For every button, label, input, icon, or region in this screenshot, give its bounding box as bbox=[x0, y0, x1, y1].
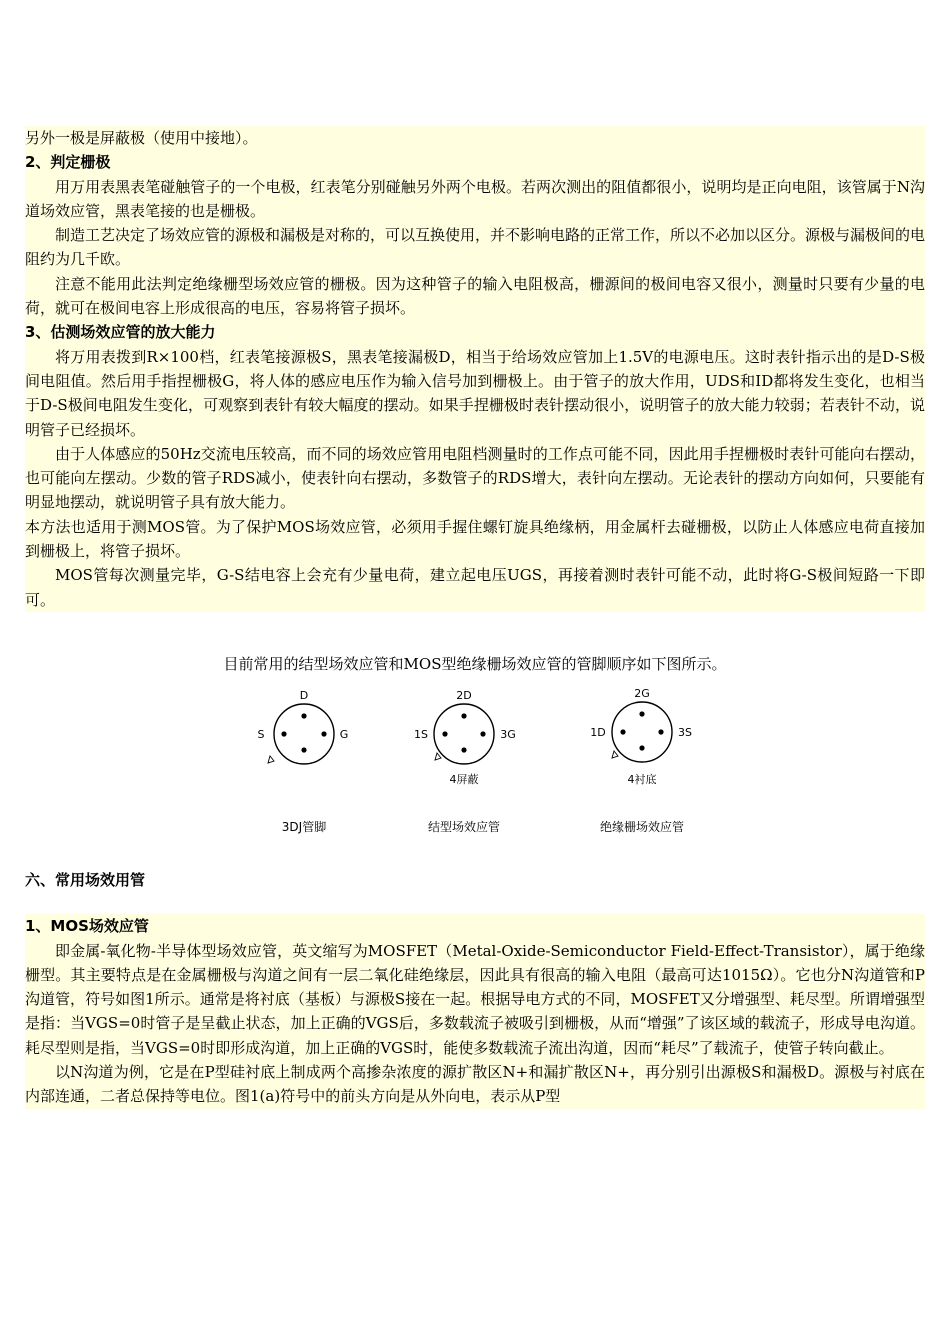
heading-common-fets: 六、常用场效用管 bbox=[25, 870, 146, 889]
diagram-title: 绝缘栅场效应管 bbox=[599, 819, 685, 834]
pin-label: 2D bbox=[456, 688, 472, 702]
figure-caption: 目前常用的结型场效应管和MOS型绝缘栅场效应管的管脚顺序如下图所示。 bbox=[223, 654, 727, 673]
pinout-3dj bbox=[258, 689, 349, 834]
paragraph: MOS管每次测量完毕，G-S结电容上会充有少量电荷，建立起电压UGS，再接着测时表针可能不动，此时将G-S极间短路一下即可。 bbox=[25, 566, 925, 609]
pin-label: S bbox=[257, 727, 265, 741]
pin-label: 1D bbox=[590, 725, 606, 739]
paragraph: 制造工艺决定了场效应管的源极和漏极是对称的，可以互换使用，并不影响电路的正常工作，所以不必加以区分。源极与漏极间的电阻约为几千欧。 bbox=[25, 226, 926, 269]
heading-mosfet: 1、MOS场效应管 bbox=[25, 917, 149, 936]
pin-label: 4衬底 bbox=[627, 772, 657, 786]
paragraph: 本方法也适用于测MOS管。为了保护MOS场效应管，必须用手握住螺钉旋具绝缘柄，用金属杆去碰栅极，以防止人体感应电荷直接加到栅极上，将管子损坏。 bbox=[25, 517, 925, 561]
paragraph: 由于人体感应的50Hz交流电压较高，而不同的场效应管用电阻档测量时的工作点可能不同，因此用手捏栅极时表针可能向右摆动，也可能向左摆动。少数的管子RDS减小，使表针向右摆动，多数管子的RDS增大，表针向左摆动。无论表针的摆动方向如何，只要能有明显地摆动，就说明管子具有放大能力。 bbox=[25, 444, 925, 512]
paragraph: 即金属-氧化物-半导体型场效应管，英文缩写为MOSFET（Metal-Oxide-Semiconductor Field-Effect-Transistor），属于绝缘栅型。其主要特点是在金属栅极与沟道之间有一层二氧化硅绝缘层，因此具有很高的输入电阻（最高可达1015Ω）。它也分N沟道管和P沟道管，符号如图1所示。通常是将衬底（基板）与源极S接在一起。根据导电方式的不同，MOSFET又分增强型、耗尽型。所谓增强型是指：当VGS=0时管子是呈截止状态，加上正确的VGS后，多数载流子被吸引到栅极，从而“增强”了该区域的载流子，形成导电沟道。耗尽型则是指，当VGS=0时即形成沟道，加上正确的VGS时，能使多数载流子流出沟道，因而“耗尽”了载流子，使管子转向截止。 bbox=[25, 941, 925, 1057]
paragraph: 将万用表拨到R×100档，红表笔接源极S，黑表笔接漏极D，相当于给场效应管加上1.5V的电源电压。这时表针指示出的是D-S极间电阻值。然后用手指捏栅极G，将人体的感应电压作为输入信号加到栅极上。由于管子的放大作用，UDS和ID都将发生变化，也相当于D-S极间电阻发生变化，可观察到表针有较大幅度的摆动。如果手捏栅极时表针摆动很小，说明管子的放大能力较弱；若表针不动，说明管子已经损坏。 bbox=[25, 347, 925, 439]
heading-amplification: 3、估测场效应管的放大能力 bbox=[25, 323, 216, 342]
pinout-mosfet bbox=[590, 687, 692, 834]
pin-label: D bbox=[299, 688, 309, 702]
pin-label: 2G bbox=[634, 686, 650, 700]
text-block-top bbox=[25, 126, 925, 612]
pinout-jfet bbox=[414, 689, 516, 834]
paragraph: 注意不能用此法判定绝缘栅型场效应管的栅极。因为这种管子的输入电阻极高，栅源间的极间电容又很小，测量时只要有少量的电荷，就可在极间电容上形成很高的电压，容易将管子损坏。 bbox=[25, 274, 925, 318]
pinout-diagram bbox=[234, 682, 716, 846]
pin-label: G bbox=[339, 727, 349, 741]
text-block-bottom bbox=[25, 914, 925, 1108]
paragraph: 以N沟道为例，它是在P型硅衬底上制成两个高掺杂浓度的源扩散区N+和漏扩散区N+，再分别引出源极S和漏极D。源极与衬底在内部连通，二者总保持等电位。图1(a)符号中的前头方向是从外向电，表示从P型 bbox=[25, 1063, 925, 1106]
diagram-title: 3DJ管脚 bbox=[281, 819, 327, 834]
pin-label: 3S bbox=[678, 725, 692, 739]
pinout-figure bbox=[234, 682, 716, 846]
document-page bbox=[25, 126, 925, 1109]
pin-label: 4屏蔽 bbox=[449, 772, 479, 786]
heading-judge-gate: 2、判定栅极 bbox=[25, 153, 111, 172]
diagram-title: 结型场效应管 bbox=[427, 819, 501, 834]
pin-label: 3G bbox=[500, 727, 516, 741]
paragraph: 用万用表黑表笔碰触管子的一个电极，红表笔分别碰触另外两个电极。若两次测出的阻值都很小，说明均是正向电阻，该管属于N沟道场效应管，黑表笔接的也是栅极。 bbox=[25, 177, 925, 220]
pin-label: 1S bbox=[414, 727, 428, 741]
text-line: 另外一极是屏蔽极（使用中接地）。 bbox=[25, 129, 258, 147]
